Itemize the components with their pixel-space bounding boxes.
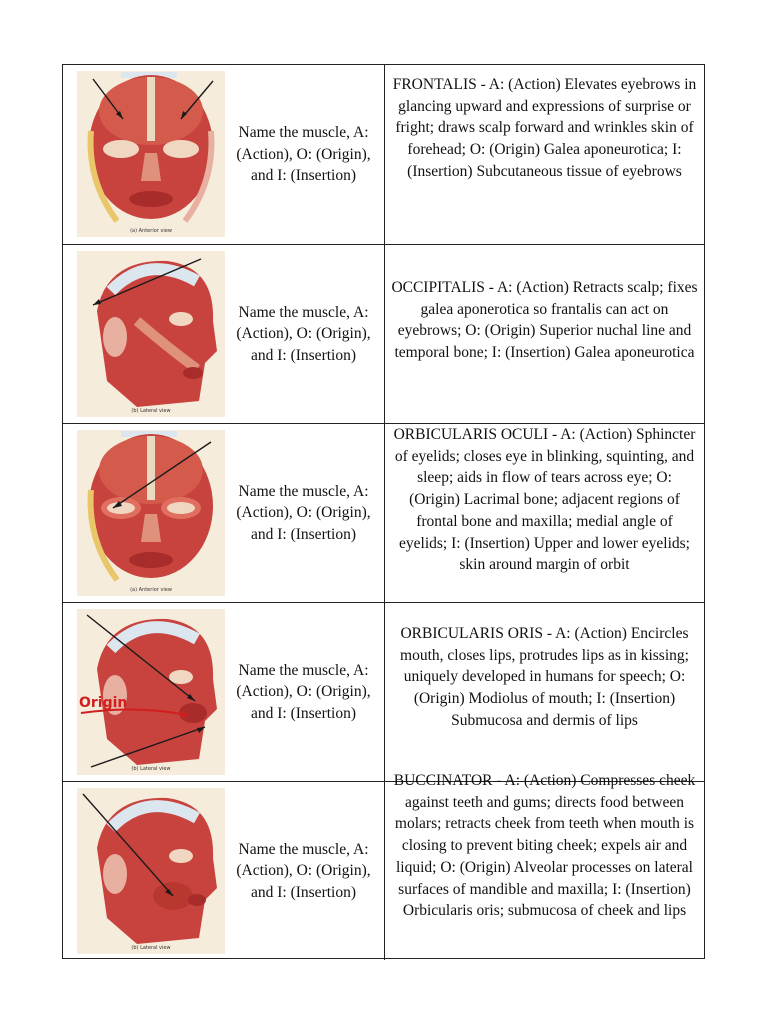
answer-cell [384, 603, 704, 781]
image-caption: (a) Anterior view [130, 587, 172, 593]
image-cell [63, 603, 223, 781]
answer-text: BUCCINATOR - A: (Action) Compresses cheek against teeth and gums; directs food between molars; retracts cheek from teeth when mouth is closing to prevent biting cheek; expels air and liquid; O: (Origin) Alveolar processes on lateral surfaces of mandible and maxilla; I: (Insertion) Orbicularis oris; submucosa of cheek and lips [393, 772, 696, 920]
image-cell [63, 782, 223, 960]
image-cell [63, 424, 223, 602]
question-text: Name the muscle, A: (Action), O: (Origin), and I: (Insertion) [236, 124, 371, 185]
answer-text: FRONTALIS - A: (Action) Elevates eyebrows in glancing upward and expressions of surprise or fright; draws scalp forward and wrinkles skin of forehead; O: (Origin) Galea aponeurotica; I: (Insertion) Subcutaneous tissue of eyebrows [392, 76, 697, 180]
flashcard-row [63, 244, 704, 423]
anatomy-image-anterior [77, 430, 225, 596]
image-cell [63, 65, 223, 244]
flashcard-row [63, 772, 704, 960]
origin-label: Origin [79, 695, 128, 711]
answer-cell [384, 245, 704, 423]
question-cell [223, 603, 384, 781]
question-text: Name the muscle, A: (Action), O: (Origin), and I: (Insertion) [236, 482, 371, 543]
answer-cell [384, 65, 704, 244]
image-caption: (b) Lateral view [131, 766, 171, 772]
image-cell [63, 245, 223, 423]
anatomy-image-anterior [77, 71, 225, 237]
question-cell [223, 245, 384, 423]
answer-cell [384, 770, 704, 960]
question-text: Name the muscle, A: (Action), O: (Origin), and I: (Insertion) [236, 661, 371, 722]
anatomy-image-lateral [77, 788, 225, 954]
question-text: Name the muscle, A: (Action), O: (Origin), and I: (Insertion) [236, 840, 371, 901]
image-caption: (b) Lateral view [131, 945, 171, 951]
anatomy-image-lateral [77, 609, 225, 775]
question-cell [223, 65, 384, 244]
flashcard-row [63, 65, 704, 244]
question-cell [223, 424, 384, 602]
image-caption: (b) Lateral view [131, 408, 171, 414]
question-cell [223, 782, 384, 960]
flashcard-row [63, 423, 704, 602]
answer-text: OCCIPITALIS - A: (Action) Retracts scalp; fixes galea aponerotica so frantalis can act on eyebrows; O: (Origin) Superior nuchal line and temporal bone; I: (Insertion) Galea aponeurotica [391, 279, 698, 362]
flashcard-table [62, 64, 705, 959]
answer-cell [384, 424, 704, 602]
image-caption: (a) Anterior view [130, 228, 172, 234]
answer-text: ORBICULARIS ORIS - A: (Action) Encircles mouth, closes lips, protrudes lips as in kissing; uniquely developed in humans for speech; O: (Origin) Modiolus of mouth; I: (Insertion) Submucosa and dermis of lips [400, 625, 689, 729]
flashcard-row [63, 602, 704, 781]
anatomy-image-lateral [77, 251, 225, 417]
answer-text: ORBICULARIS OCULI - A: (Action) Sphincter of eyelids; closes eye in blinking, squinting, and sleep; aids in flow of tears across eye; O: (Origin) Lacrimal bone; adjacent regions of frontal bone and maxilla; medial angle of eyelids; I: (Insertion) Upper and lower eyelids; skin around margin of orbit [393, 426, 696, 574]
question-text: Name the muscle, A: (Action), O: (Origin), and I: (Insertion) [236, 303, 371, 364]
